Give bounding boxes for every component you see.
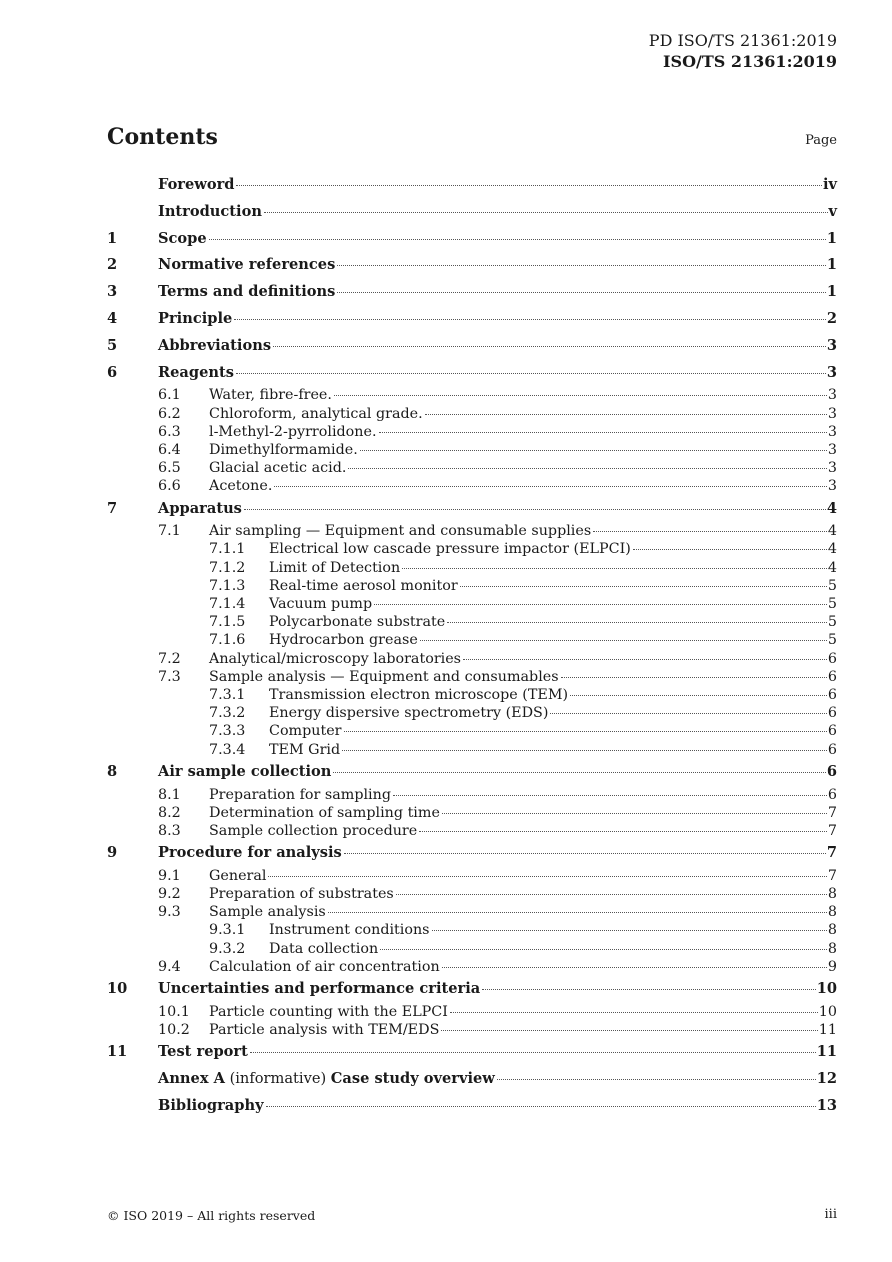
toc-entry-page[interactable]: 8 bbox=[827, 940, 837, 957]
toc-entry-number: 10.2 bbox=[158, 1022, 190, 1038]
toc-entry[interactable] bbox=[107, 668, 837, 686]
toc-entry-title[interactable] bbox=[158, 333, 271, 360]
toc-entry-title[interactable] bbox=[209, 1003, 448, 1021]
toc-entry[interactable] bbox=[107, 386, 837, 404]
toc-entry-page[interactable]: 3 bbox=[827, 405, 837, 422]
toc-entry-title-qualifier: (informative) bbox=[224, 1069, 331, 1087]
toc-entry-title-text: Vacuum pump bbox=[269, 596, 373, 613]
toc-entry-number: 2 bbox=[107, 256, 118, 274]
toc-entry-number: 9 bbox=[107, 844, 118, 862]
toc-entry-title[interactable] bbox=[209, 668, 559, 686]
toc-entry-page[interactable]: 4 bbox=[827, 559, 837, 576]
toc-entry-title-text: Sample collection procedure bbox=[209, 822, 418, 839]
toc-entry[interactable] bbox=[107, 722, 837, 740]
toc-entry-page[interactable]: 8 bbox=[827, 886, 837, 903]
contents-title: Contents bbox=[107, 124, 218, 150]
toc-entry-title[interactable] bbox=[269, 613, 445, 631]
toc-entry-page[interactable]: 8 bbox=[827, 904, 837, 921]
dot-leader bbox=[442, 813, 827, 814]
toc-entry-title-text: Electrical low cascade pressure impactor (ELPCI) bbox=[269, 541, 631, 558]
toc-entry-title-text: Particle analysis with TEM/EDS bbox=[209, 1022, 440, 1038]
toc-entry-title[interactable] bbox=[209, 423, 377, 441]
toc-entry-title[interactable] bbox=[158, 360, 234, 387]
toc-entry[interactable] bbox=[107, 252, 837, 279]
toc-entry[interactable] bbox=[107, 741, 837, 759]
toc-entry-number: 6 bbox=[107, 363, 118, 381]
toc-entry-title-text: Preparation for sampling bbox=[209, 786, 391, 803]
toc-entry-title[interactable] bbox=[158, 1039, 248, 1066]
dot-leader bbox=[328, 912, 827, 913]
toc-entry[interactable] bbox=[107, 199, 837, 226]
toc-entry[interactable] bbox=[107, 405, 837, 423]
toc-entry-number: 8 bbox=[107, 762, 118, 780]
dot-leader bbox=[250, 1052, 816, 1053]
toc-entry-title[interactable] bbox=[158, 172, 234, 199]
toc-entry-title[interactable] bbox=[158, 252, 335, 279]
toc-entry[interactable] bbox=[107, 903, 837, 921]
toc-entry-title[interactable] bbox=[209, 386, 332, 404]
toc-entry-title[interactable] bbox=[269, 595, 372, 613]
dot-leader bbox=[244, 509, 826, 510]
dot-leader bbox=[380, 949, 827, 950]
dot-leader bbox=[374, 604, 827, 605]
toc-entry-title[interactable] bbox=[209, 650, 461, 668]
toc-entry-page[interactable]: 6 bbox=[827, 705, 837, 722]
toc-entry[interactable] bbox=[107, 226, 837, 253]
toc-entry[interactable] bbox=[107, 822, 837, 840]
dot-leader bbox=[402, 568, 827, 569]
toc-entry-title-text: Introduction bbox=[158, 202, 262, 220]
toc-entry-page[interactable]: 6 bbox=[827, 723, 837, 740]
toc-entry-title-text: Principle bbox=[158, 309, 233, 327]
dot-leader bbox=[266, 1106, 816, 1107]
toc-entry-title-text: Data collection bbox=[269, 940, 379, 957]
toc-entry-title-text: Transmission electron microscope (TEM) bbox=[269, 686, 569, 703]
toc-entry-page[interactable]: 11 bbox=[816, 1043, 837, 1061]
dot-leader bbox=[342, 750, 827, 751]
toc-entry[interactable] bbox=[107, 360, 837, 387]
toc-entry-page[interactable]: 6 bbox=[827, 650, 837, 667]
toc-entry[interactable] bbox=[107, 577, 837, 595]
toc-entry-page[interactable]: 3 bbox=[827, 387, 837, 404]
dot-leader bbox=[425, 414, 827, 415]
toc-entry-title-text: Reagents bbox=[158, 363, 234, 381]
toc-entry-title[interactable] bbox=[269, 540, 631, 558]
toc-entry-title-text: Scope bbox=[158, 229, 207, 247]
dot-leader bbox=[396, 894, 827, 895]
toc-entry-number: 9.3 bbox=[158, 904, 181, 921]
toc-entry-title[interactable] bbox=[269, 940, 378, 958]
toc-entry-page[interactable]: 4 bbox=[827, 541, 837, 558]
toc-entry-number: 10 bbox=[107, 980, 128, 998]
toc-entry-title-text: Limit of Detection bbox=[269, 559, 401, 576]
toc-entry-title-text: Abbreviations bbox=[158, 336, 272, 354]
toc-entry-page[interactable]: 6 bbox=[827, 786, 837, 803]
toc-entry-page[interactable]: 4 bbox=[826, 499, 837, 517]
toc-entry-number: 6.2 bbox=[158, 405, 181, 422]
toc-entry-page[interactable]: 1 bbox=[826, 283, 837, 301]
dot-leader bbox=[334, 395, 827, 396]
toc-entry-title[interactable] bbox=[158, 976, 480, 1003]
dot-leader bbox=[420, 640, 827, 641]
toc-entry-title[interactable] bbox=[158, 226, 207, 253]
dot-leader bbox=[460, 586, 827, 587]
toc-entry-number: 7.1.5 bbox=[209, 614, 246, 631]
toc-entry[interactable] bbox=[107, 540, 837, 558]
toc-entry-title-text: TEM Grid bbox=[269, 741, 341, 758]
toc-entry-title-text: Terms and definitions bbox=[158, 283, 336, 301]
toc-entry-title[interactable] bbox=[158, 840, 342, 867]
toc-entry-page[interactable]: 10 bbox=[818, 1003, 837, 1020]
toc-entry-number: 8.3 bbox=[158, 822, 181, 839]
toc-entry[interactable] bbox=[107, 840, 837, 867]
toc-entry-title-text: Uncertainties and performance criteria bbox=[158, 980, 481, 998]
toc-entry-page[interactable]: 3 bbox=[827, 460, 837, 477]
toc-entry-page[interactable]: 7 bbox=[827, 822, 837, 839]
toc-entry[interactable] bbox=[107, 1003, 837, 1021]
toc-entry-title-text: Particle counting with the ELPCI bbox=[209, 1003, 448, 1020]
toc-entry-title-text: Sample analysis bbox=[209, 904, 326, 921]
toc-entry-title-text: Acetone. bbox=[209, 478, 273, 495]
toc-entry-title-text: Apparatus bbox=[158, 499, 242, 517]
toc-entry[interactable] bbox=[107, 759, 837, 786]
toc-entry-title-text: Real-time aerosol monitor bbox=[269, 577, 458, 594]
toc-entry-title-text: Test report bbox=[158, 1043, 248, 1061]
toc-entry-page[interactable]: 6 bbox=[827, 668, 837, 685]
toc-entry-number: 7.1.3 bbox=[209, 577, 246, 594]
dot-leader bbox=[337, 265, 826, 266]
toc-entry-page[interactable]: 7 bbox=[826, 844, 837, 862]
toc-entry-page[interactable]: 7 bbox=[827, 867, 837, 884]
toc-entry-title-text: l-Methyl-2-pyrrolidone. bbox=[209, 423, 377, 440]
toc-entry-title-text: Procedure for analysis bbox=[158, 844, 342, 862]
toc-entry-page[interactable]: 8 bbox=[827, 922, 837, 939]
toc-entry-title-text: Computer bbox=[269, 723, 342, 740]
toc-entry[interactable] bbox=[107, 804, 837, 822]
dot-leader bbox=[419, 831, 827, 832]
toc-entry[interactable] bbox=[107, 921, 837, 939]
toc-entry[interactable] bbox=[107, 172, 837, 199]
toc-entry-number: 7.3 bbox=[158, 668, 181, 685]
toc-entry-number: 7.2 bbox=[158, 650, 181, 667]
toc-entry[interactable] bbox=[107, 559, 837, 577]
toc-entry-title[interactable] bbox=[158, 199, 262, 226]
toc-entry-page[interactable]: 3 bbox=[827, 423, 837, 440]
toc-entry-number: 7.1.1 bbox=[209, 541, 246, 558]
toc-entry-title[interactable] bbox=[209, 522, 591, 540]
dot-leader bbox=[593, 531, 827, 532]
dot-leader bbox=[344, 853, 826, 854]
dot-leader bbox=[482, 989, 815, 990]
toc-entry-title[interactable] bbox=[209, 822, 417, 840]
toc-entry-page[interactable]: 3 bbox=[827, 478, 837, 495]
toc-entry-number: 9.3.2 bbox=[209, 940, 246, 957]
toc-entry-title[interactable] bbox=[158, 1093, 264, 1120]
toc-entry-page[interactable]: 6 bbox=[826, 762, 837, 780]
toc-entry-title[interactable] bbox=[209, 405, 423, 423]
toc-entry[interactable] bbox=[107, 306, 837, 333]
toc-entry-title[interactable] bbox=[269, 741, 340, 759]
toc-entry-number: 7.3.2 bbox=[209, 705, 246, 722]
toc-entry-number: 5 bbox=[107, 336, 118, 354]
dot-leader bbox=[273, 346, 826, 347]
toc-entry-title-text: Preparation of substrates bbox=[209, 886, 394, 903]
toc-entry-page[interactable]: 3 bbox=[826, 336, 837, 354]
toc-entry[interactable] bbox=[107, 1093, 837, 1120]
dot-leader bbox=[450, 1012, 818, 1013]
toc-entry-title-text: Sample analysis — Equipment and consumables bbox=[209, 668, 559, 685]
table-of-contents bbox=[107, 172, 837, 1120]
toc-entry[interactable] bbox=[107, 958, 837, 976]
toc-entry[interactable] bbox=[107, 441, 837, 459]
toc-entry[interactable] bbox=[107, 686, 837, 704]
toc-entry[interactable] bbox=[107, 704, 837, 722]
toc-entry[interactable] bbox=[107, 786, 837, 804]
toc-entry-title[interactable] bbox=[209, 903, 326, 921]
toc-entry-title[interactable] bbox=[209, 477, 272, 495]
toc-entry[interactable] bbox=[107, 1021, 837, 1039]
dot-leader bbox=[360, 450, 827, 451]
document-header bbox=[649, 30, 837, 72]
toc-entry[interactable] bbox=[107, 595, 837, 613]
toc-entry-title[interactable] bbox=[158, 279, 335, 306]
toc-entry-title[interactable] bbox=[269, 631, 418, 649]
toc-entry-title-text: Normative references bbox=[158, 256, 336, 274]
toc-entry-number: 7.1 bbox=[158, 523, 181, 540]
toc-entry-number: 9.2 bbox=[158, 886, 181, 903]
toc-entry-number: 7.1.4 bbox=[209, 596, 246, 613]
toc-entry[interactable] bbox=[107, 613, 837, 631]
toc-entry-page[interactable]: v bbox=[828, 202, 837, 220]
toc-entry-title-text: Bibliography bbox=[158, 1096, 264, 1114]
dot-leader bbox=[570, 695, 827, 696]
toc-entry-title-text: Determination of sampling time bbox=[209, 804, 440, 821]
toc-entry-title-text: Air sample collection bbox=[158, 762, 332, 780]
toc-entry[interactable] bbox=[107, 496, 837, 523]
toc-entry-number: 6.5 bbox=[158, 460, 181, 477]
toc-entry-title-tail: Case study overview bbox=[330, 1069, 495, 1087]
toc-entry-number: 8.1 bbox=[158, 786, 181, 803]
dot-leader bbox=[274, 486, 827, 487]
toc-entry[interactable] bbox=[107, 631, 837, 649]
toc-entry-number: 7.3.4 bbox=[209, 741, 246, 758]
toc-entry-number: 7.3.3 bbox=[209, 723, 246, 740]
toc-entry[interactable] bbox=[107, 940, 837, 958]
toc-entry-number: 10.1 bbox=[158, 1003, 190, 1020]
dot-leader bbox=[348, 468, 826, 469]
toc-entry[interactable] bbox=[107, 1066, 837, 1093]
toc-entry-page[interactable]: 12 bbox=[816, 1069, 837, 1087]
toc-entry[interactable] bbox=[107, 333, 837, 360]
toc-entry[interactable] bbox=[107, 867, 837, 885]
dot-leader bbox=[432, 930, 827, 931]
toc-entry-number: 6.3 bbox=[158, 423, 181, 440]
toc-entry-number: 8.2 bbox=[158, 804, 181, 821]
toc-entry-title-text: Glacial acetic acid. bbox=[209, 460, 347, 477]
toc-entry-title-text: General bbox=[209, 867, 267, 884]
toc-entry-number: 6.1 bbox=[158, 387, 181, 404]
toc-entry-title-text: Air sampling — Equipment and consumable supplies bbox=[209, 523, 592, 540]
toc-entry-number: 4 bbox=[107, 309, 118, 327]
toc-entry-title-text: Polycarbonate substrate bbox=[269, 614, 446, 631]
header-line-pd: PD ISO/TS 21361:2019 bbox=[648, 31, 837, 50]
page-column-label: Page bbox=[805, 133, 837, 148]
toc-entry-title[interactable] bbox=[269, 559, 400, 577]
toc-entry-title-text: Analytical/microscopy laboratories bbox=[209, 650, 462, 667]
toc-entry-title[interactable] bbox=[158, 1066, 495, 1093]
toc-entry-page[interactable]: 6 bbox=[827, 741, 837, 758]
toc-entry[interactable] bbox=[107, 477, 837, 495]
dot-leader bbox=[236, 185, 822, 186]
dot-leader bbox=[268, 876, 826, 877]
toc-entry-title-text: Foreword bbox=[158, 176, 235, 193]
dot-leader bbox=[264, 212, 828, 213]
toc-entry-page[interactable]: 9 bbox=[827, 958, 837, 975]
toc-entry-title[interactable] bbox=[209, 804, 440, 822]
toc-entry-page[interactable]: 3 bbox=[827, 441, 837, 458]
toc-entry-title[interactable] bbox=[209, 885, 394, 903]
toc-entry-page[interactable]: 5 bbox=[827, 632, 837, 649]
toc-entry-number: 6.6 bbox=[158, 478, 181, 495]
toc-entry-number: 7.1.6 bbox=[209, 632, 246, 649]
toc-entry-title[interactable] bbox=[209, 958, 440, 976]
toc-entry[interactable] bbox=[107, 423, 837, 441]
toc-entry-page[interactable]: iv bbox=[822, 176, 837, 193]
toc-entry-page[interactable]: 5 bbox=[827, 577, 837, 594]
toc-entry-title[interactable] bbox=[158, 759, 331, 786]
dot-leader bbox=[441, 1030, 817, 1031]
toc-entry-page[interactable]: 5 bbox=[827, 614, 837, 631]
toc-entry-number: 3 bbox=[107, 283, 118, 301]
toc-entry-title[interactable] bbox=[209, 441, 358, 459]
toc-entry-title[interactable] bbox=[209, 867, 266, 885]
toc-entry-title[interactable] bbox=[158, 306, 232, 333]
toc-entry-page[interactable]: 2 bbox=[826, 309, 837, 327]
toc-entry-title-text: Annex A bbox=[158, 1069, 225, 1087]
toc-entry-title[interactable] bbox=[158, 496, 242, 523]
dot-leader bbox=[333, 772, 825, 773]
toc-entry-title[interactable] bbox=[209, 1021, 439, 1039]
toc-entry-number: 11 bbox=[107, 1043, 128, 1061]
header-line-iso: ISO/TS 21361:2019 bbox=[663, 52, 837, 71]
toc-entry-title-text: Calculation of air concentration bbox=[209, 958, 440, 975]
footer-page-number: iii bbox=[824, 1207, 837, 1222]
toc-entry-page[interactable]: 1 bbox=[826, 229, 837, 247]
toc-entry[interactable] bbox=[107, 459, 837, 477]
toc-entry-title-text: Water, fibre-free. bbox=[209, 387, 332, 404]
toc-entry-number: 7 bbox=[107, 499, 118, 517]
toc-entry-number: 1 bbox=[107, 229, 118, 247]
dot-leader bbox=[393, 795, 827, 796]
dot-leader bbox=[209, 239, 826, 240]
toc-entry-page[interactable]: 10 bbox=[816, 980, 837, 998]
toc-entry-number: 9.1 bbox=[158, 867, 181, 884]
toc-entry[interactable] bbox=[107, 650, 837, 668]
dot-leader bbox=[442, 967, 827, 968]
dot-leader bbox=[497, 1079, 816, 1080]
toc-entry[interactable] bbox=[107, 279, 837, 306]
toc-entry-page[interactable]: 1 bbox=[826, 256, 837, 274]
dot-leader bbox=[379, 432, 827, 433]
toc-entry-page[interactable]: 13 bbox=[816, 1096, 837, 1114]
toc-entry-page[interactable]: 7 bbox=[827, 804, 837, 821]
dot-leader bbox=[234, 319, 826, 320]
toc-entry-title-text: Dimethylformamide. bbox=[209, 441, 358, 458]
toc-entry-page[interactable]: 4 bbox=[827, 523, 837, 540]
toc-entry-page[interactable]: 5 bbox=[827, 596, 837, 613]
dot-leader bbox=[337, 292, 825, 293]
dot-leader bbox=[236, 373, 826, 374]
toc-entry-title[interactable] bbox=[269, 577, 458, 595]
toc-entry-title-text: Instrument conditions bbox=[269, 922, 430, 939]
dot-leader bbox=[561, 677, 827, 678]
toc-entry-title[interactable] bbox=[209, 786, 391, 804]
toc-entry[interactable] bbox=[107, 885, 837, 903]
toc-entry-title[interactable] bbox=[209, 459, 346, 477]
toc-entry-title[interactable] bbox=[269, 704, 548, 722]
toc-entry-number: 7.1.2 bbox=[209, 559, 246, 576]
toc-entry[interactable] bbox=[107, 976, 837, 1003]
dot-leader bbox=[550, 713, 826, 714]
dot-leader bbox=[633, 549, 827, 550]
dot-leader bbox=[344, 731, 827, 732]
toc-entry-title-text: Hydrocarbon grease bbox=[269, 632, 418, 649]
dot-leader bbox=[463, 659, 827, 660]
toc-entry-title[interactable] bbox=[269, 686, 568, 704]
toc-entry-number: 9.3.1 bbox=[209, 922, 246, 939]
toc-entry[interactable] bbox=[107, 1039, 837, 1066]
toc-entry-page[interactable]: 11 bbox=[818, 1022, 837, 1038]
dot-leader bbox=[447, 622, 827, 623]
toc-entry-title[interactable] bbox=[269, 722, 342, 740]
toc-entry-number: 9.4 bbox=[158, 958, 181, 975]
toc-entry-page[interactable]: 3 bbox=[826, 363, 837, 381]
toc-entry[interactable] bbox=[107, 522, 837, 540]
toc-entry-title[interactable] bbox=[269, 921, 430, 939]
toc-entry-number: 6.4 bbox=[158, 441, 181, 458]
toc-entry-title-text: Chloroform, analytical grade. bbox=[209, 405, 423, 422]
toc-entry-number: 7.3.1 bbox=[209, 686, 246, 703]
toc-entry-page[interactable]: 6 bbox=[827, 686, 837, 703]
toc-entry-title-text: Energy dispersive spectrometry (EDS) bbox=[269, 705, 549, 722]
footer-copyright: © ISO 2019 – All rights reserved bbox=[107, 1208, 316, 1223]
